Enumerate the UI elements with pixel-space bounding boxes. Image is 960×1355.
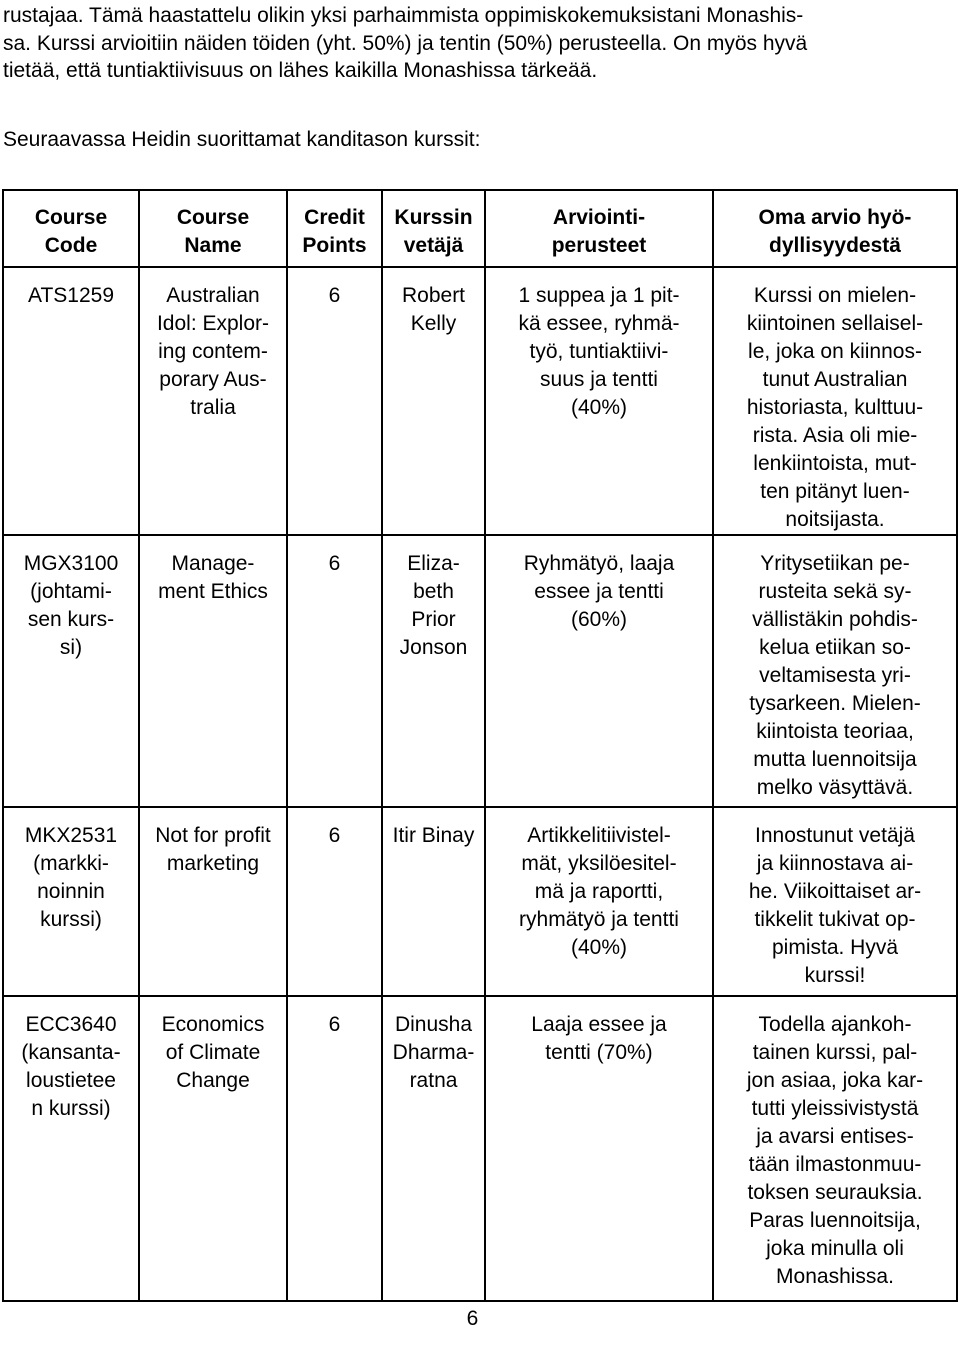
header-line: Oma arvio hyö- [758,206,912,229]
cell-line: tikkelit tukivat op- [754,908,916,931]
cell-line: rista. Asia oli mie- [752,424,918,447]
cell-line: Kelly [410,312,457,335]
cell-line: noitsijasta. [785,508,885,531]
cell-line: Australian [166,284,260,307]
cell-line: he. Viikoittaiset ar- [748,880,922,903]
credit-points-cell [287,535,382,807]
header-line: perusteet [551,234,647,257]
instructor-cell [382,535,485,807]
table-lead-text: Seuraavassa Heidin suorittamat kanditason kurssit: [3,128,481,151]
intro-line: rustajaa. Tämä haastattelu olikin yksi parhaimmista oppimiskokemuksistani Monashis- [3,4,804,27]
cell-line: ja avarsi entises- [756,1125,914,1148]
cell-line: Jonson [399,636,468,659]
cell-line: (kansanta- [21,1041,121,1064]
cell-line: Manage- [171,552,255,575]
course-name-cell [139,267,287,535]
cell-line: ratna [409,1069,458,1092]
cell-line: kiintoista teoriaa, [756,720,914,743]
cell-line: mät, yksilöesitel- [521,852,677,875]
header-course-code [3,190,139,267]
cell-line: (40%) [570,396,628,419]
intro-line: sa. Kurssi arvioitiin näiden töiden (yht. 50%) ja tentin (50%) perusteella. On myös hyvä [3,31,808,55]
cell-line: Robert [401,284,466,307]
cell-line: Todella ajankoh- [758,1013,912,1036]
cell-line: ECC3640 [25,1013,117,1036]
cell-line: MKX2531 [24,824,118,847]
header-line: vetäjä [403,234,464,257]
cell-line: melko väsyttävä. [756,776,914,799]
cell-line: Eliza- [407,552,460,575]
instructor-cell [382,807,485,996]
evaluation-cell [713,996,957,1301]
cell-line: kelua etiikan so- [759,636,911,659]
cell-line: n kurssi) [31,1097,111,1120]
cell-line: Economics [161,1013,265,1036]
table-row [3,267,957,535]
intro-paragraph [3,2,953,85]
header-line: Arviointi- [552,206,646,229]
evaluation-cell [713,807,957,996]
intro-line: tietää, että tuntiaktiivisuus on lähes kaikilla Monashissa tärkeää. [3,59,598,82]
cell-line: 6 [328,1013,341,1036]
credit-points-cell [287,267,382,535]
header-line: Credit [304,206,365,229]
credit-points-cell [287,807,382,996]
header-line: Code [44,234,98,257]
course-name-cell [139,996,287,1301]
cell-line: Monashissa. [776,1265,894,1288]
cell-line: Yritysetiikan pe- [760,552,910,575]
header-assessment [485,190,713,267]
cell-line: porary Aus- [159,368,267,391]
cell-line: mutta luennoitsija [753,748,917,771]
cell-line: loustietee [26,1069,116,1092]
course-name-cell [139,535,287,807]
evaluation-cell [713,535,957,807]
cell-line: Not for profit [155,824,271,847]
cell-line: jon asiaa, joka kar- [746,1069,924,1092]
cell-line: vällistäkin pohdis- [752,608,918,631]
cell-line: beth [413,580,454,603]
cell-line: (markki- [33,852,109,875]
cell-line: 6 [328,552,341,575]
instructor-cell [382,267,485,535]
header-line: Name [184,234,242,257]
header-instructor [382,190,485,267]
cell-line: ten pitänyt luen- [760,480,910,503]
header-course-name [139,190,287,267]
table-row [3,996,957,1301]
course-table [2,189,958,1302]
cell-line: kä essee, ryhmä- [518,312,680,335]
cell-line: (johtami- [30,580,112,603]
cell-line: ing contem- [158,340,268,363]
cell-line: kurssi) [40,908,102,931]
evaluation-cell [713,267,957,535]
cell-line: si) [59,636,83,659]
header-line: Course [34,206,108,229]
cell-line: ryhmätyö ja tentti [519,908,679,931]
course-code-cell [3,996,139,1301]
cell-line: Dinusha [394,1013,473,1036]
cell-line: kiintoinen sellaisel- [746,312,924,335]
cell-line: tutti yleissivistystä [751,1097,919,1120]
credit-points-cell [287,996,382,1301]
cell-line: pimista. Hyvä [771,936,899,959]
cell-line: (60%) [570,608,628,631]
cell-line: (40%) [570,936,628,959]
cell-line: tentti (70%) [545,1041,653,1064]
header-credit-points [287,190,382,267]
cell-line: Prior [411,608,456,631]
cell-line: 1 suppea ja 1 pit- [518,284,680,307]
cell-line: lenkiintoista, mut- [753,452,917,475]
course-code-cell [3,535,139,807]
cell-line: Idol: Explor- [156,312,270,335]
cell-line: noinnin [37,880,105,903]
instructor-cell [382,996,485,1301]
cell-line: tysarkeen. Mielen- [749,692,921,715]
assessment-cell [485,535,713,807]
cell-line: tainen kurssi, pal- [752,1041,918,1064]
cell-line: Itir Binay [392,824,475,847]
cell-line: sen kurs- [27,608,115,631]
table-header-row [3,190,957,267]
header-line: Points [302,234,367,257]
cell-line: toksen seurauksia. [747,1181,923,1204]
cell-line: kurssi! [804,964,866,987]
assessment-cell [485,996,713,1301]
table-row [3,535,957,807]
course-code-cell [3,807,139,996]
cell-line: tään ilmastonmuu- [748,1153,922,1176]
cell-line: rusteita sekä sy- [758,580,912,603]
cell-line: suus ja tentti [540,368,658,391]
cell-line: Dharma- [392,1041,475,1064]
header-own-evaluation [713,190,957,267]
cell-line: MGX3100 [23,552,119,575]
assessment-cell [485,807,713,996]
cell-line: mä ja raportti, [534,880,664,903]
cell-line: le, joka on kiinnos- [748,340,922,363]
cell-line: marketing [166,852,260,875]
cell-line: essee ja tentti [534,580,664,603]
course-name-cell [139,807,287,996]
cell-line: Innostunut vetäjä [755,824,915,847]
cell-line: ja kiinnostava ai- [756,852,914,875]
header-line: Kurssin [394,206,473,229]
page-number: 6 [466,1307,479,1330]
header-line: dyllisyydestä [769,234,901,257]
cell-line: Change [176,1069,250,1092]
header-line: Course [176,206,250,229]
cell-line: ment Ethics [158,580,268,603]
assessment-cell [485,267,713,535]
cell-line: tralia [190,396,236,419]
cell-line: joka minulla oli [766,1237,904,1260]
cell-line: Paras luennoitsija, [749,1209,921,1232]
cell-line: Ryhmätyö, laaja [523,552,675,575]
table-row [3,807,957,996]
cell-line: Kurssi on mielen- [753,284,917,307]
cell-line: työ, tuntiaktiivi- [529,340,669,363]
cell-line: of Climate [165,1041,261,1064]
cell-line: Laaja essee ja [531,1013,667,1036]
course-code-cell [3,267,139,535]
cell-line: historiasta, kulttuu- [746,396,924,419]
cell-line: ATS1259 [28,284,114,307]
cell-line: Artikkelitiivistel- [527,824,671,847]
cell-line: 6 [328,824,341,847]
cell-line: tunut Australian [762,368,908,391]
cell-line: 6 [328,284,341,307]
cell-line: veltamisesta yri- [759,664,911,687]
